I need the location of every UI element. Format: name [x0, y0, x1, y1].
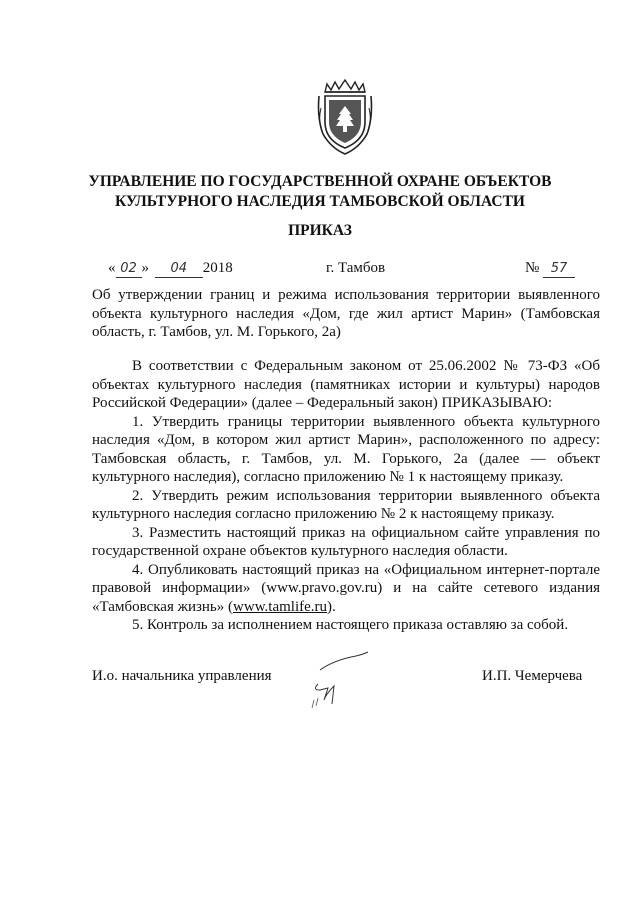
organization-name-line1: УПРАВЛЕНИЕ ПО ГОСУДАРСТВЕННОЙ ОХРАНЕ ОБЪЕКТОВ: [88, 173, 552, 190]
order-item-4: 4. Опубликовать настоящий приказ на «Официальном интернет-портале правовой информации» (www.pravo.gov.ru) и на сайте сетевого издания «Тамбовская жизнь» (www.tamlife.ru).: [92, 561, 600, 615]
coat-of-arms-icon: [313, 78, 377, 156]
tamlife-link[interactable]: www.tamlife.ru: [233, 598, 328, 615]
document-body: [92, 357, 600, 635]
document-subject: Об утверждении границ и режима использования территории выявленного объекта культурного наследия «Дом, где жил артист Марин» (Тамбовская область, г. Тамбов, ул. М. Горького, 2а): [92, 287, 600, 340]
document-place: г. Тамбов: [326, 260, 386, 276]
organization-name-line2: КУЛЬТУРНОГО НАСЛЕДИЯ ТАМБОВСКОЙ ОБЛАСТИ: [115, 193, 525, 210]
date-day: 02: [116, 261, 142, 278]
date-month: 04: [155, 261, 203, 278]
document-type: ПРИКАЗ: [288, 222, 352, 239]
preamble-paragraph: В соответствии с Федеральным законом от 25.06.2002 № 73-ФЗ «Об объектах культурного наследия (памятниках истории и культуры) народов Российской Федерации» (далее – Федеральный закон) ПРИКАЗЫВАЮ:: [92, 358, 600, 411]
handwritten-signature: [298, 640, 378, 714]
order-item-1: 1. Утвердить границы территории выявленного объекта культурного наследия «Дом, в котором жил артист Марин», расположенного по адресу: Тамбовская область, г. Тамбов, ул. М. Горького, 2а (далее — объект культурного наследия), согласно приложению № 1 к настоящему приказу.: [92, 413, 600, 485]
signatory-position: И.о. начальника управления: [92, 668, 272, 684]
document-number: № 57: [525, 258, 575, 278]
order-item-2: 2. Утвердить режим использования территории выявленного объекта культурного наследия согласно приложению № 2 к настоящему приказу.: [92, 487, 600, 522]
order-item-5: 5. Контроль за исполнением настоящего приказа оставляю за собой.: [132, 617, 569, 633]
signatory-name: И.П. Чемерчева: [482, 668, 583, 684]
order-item-3: 3. Разместить настоящий приказ на официальном сайте управления по государственной охране объектов культурного наследия области.: [92, 524, 600, 559]
date-year: 2018: [202, 260, 233, 276]
document-date: « 02 » 04 2018: [108, 260, 233, 276]
document-number-value: 57: [543, 261, 575, 278]
